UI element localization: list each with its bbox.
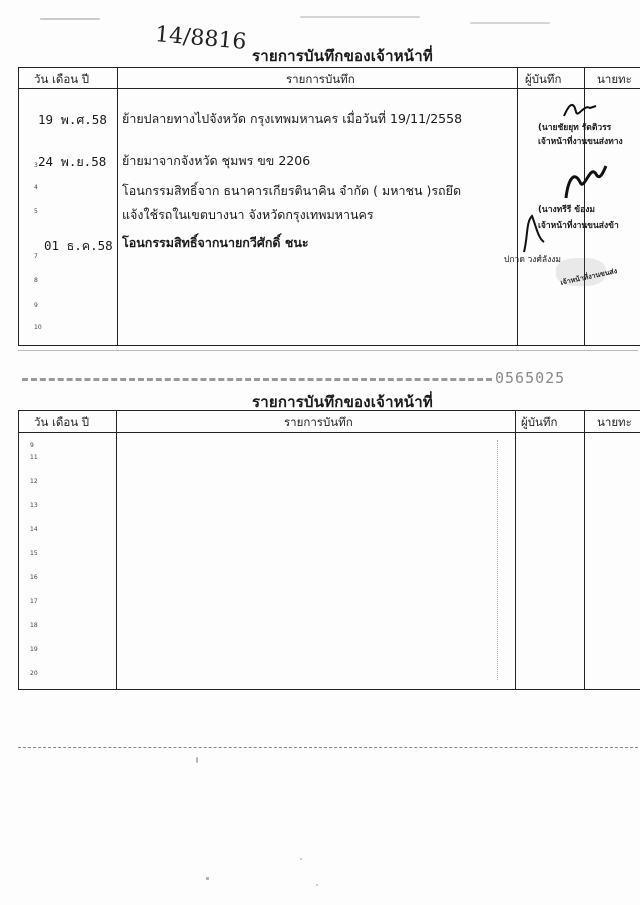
row-entry: โอนกรรมสิทธิ์จาก ธนาคารเกียรตินาคิน จำกัด ( มหาชน )รถยึด (122, 183, 462, 198)
line-number: 9 (34, 302, 38, 309)
line-number: 13 (30, 502, 38, 509)
line-number: 20 (30, 670, 38, 677)
officer-name: (นางทรีรี ข้องม (538, 205, 595, 215)
officer-name: (นายชัยยุท รัตติวรร (538, 123, 612, 133)
separator-band (22, 378, 492, 381)
lower-header-entry: รายการบันทึก (284, 415, 353, 429)
line-number: 5 (34, 208, 38, 215)
upper-header-date: วัน เดือน ปี (34, 72, 90, 86)
line-number: 11 (30, 454, 38, 461)
signature-1 (560, 98, 600, 122)
officer-position: เจ้าหน้าที่งานขนส่งทาง (538, 137, 623, 147)
line-number: 10 (34, 324, 42, 331)
line-number: 4 (34, 184, 38, 191)
officer-name: ปกาด วงศ์ลังงม (504, 255, 561, 265)
lower-record-title: รายการบันทึกของเจ้าหน้าที่ (252, 393, 433, 411)
handwritten-file-number: 14/8816 (154, 22, 248, 55)
signature-2 (560, 160, 610, 204)
row-date: 24 พ.ย.58 (38, 154, 107, 169)
lower-header-registrar: นายทะ (597, 415, 632, 429)
line-number: 7 (34, 253, 38, 260)
line-number: 17 (30, 598, 38, 605)
officer-position: เจ้าหน้าที่งานขนส่งข้า (538, 221, 619, 231)
line-number: 3 (34, 162, 38, 169)
line-number: 12 (30, 478, 38, 485)
row-entry: ย้ายมาจากจังหวัด ชุมพร ขข 2206 (122, 153, 311, 168)
line-number: 16 (30, 574, 38, 581)
row-date: 19 พ.ศ.58 (38, 112, 107, 127)
line-number: 14 (30, 526, 38, 533)
line-number: 9 (30, 442, 34, 449)
bottom-dashed-line (18, 747, 638, 748)
signature-3 (518, 212, 548, 256)
row-entry: ย้ายปลายทางไปจังหวัด กรุงเทพมหานคร เมื่อวันที่ 19/11/2558 (122, 111, 463, 126)
lower-header-date: วัน เดือน ปี (34, 415, 90, 429)
separator-serial: 0565025 (495, 369, 566, 387)
line-number: 18 (30, 622, 38, 629)
recorder-column-dots (497, 440, 498, 680)
line-number: 15 (30, 550, 38, 557)
line-number: 19 (30, 646, 38, 653)
upper-header-entry: รายการบันทึก (286, 72, 355, 86)
upper-record-title: รายการบันทึกของเจ้าหน้าที่ (252, 47, 433, 65)
lower-header-recorder: ผู้บันทึก (521, 415, 558, 429)
upper-header-registrar: นายทะ (597, 72, 632, 86)
row-entry: แจ้งใช้รถในเขตบางนา จังหวัดกรุงเทพมหานคร (122, 207, 374, 222)
officer-position: เจ้าหน้าที่งานขนส่ง (559, 267, 618, 287)
upper-header-recorder: ผู้บันทึก (525, 72, 562, 86)
line-number: 8 (34, 277, 38, 284)
row-date: 01 ธ.ค.58 (44, 238, 113, 253)
stamp-smudge (556, 258, 606, 286)
row-entry: โอนกรรมสิทธิ์จากนายกวีศักดิ์ ชนะ (122, 235, 309, 250)
